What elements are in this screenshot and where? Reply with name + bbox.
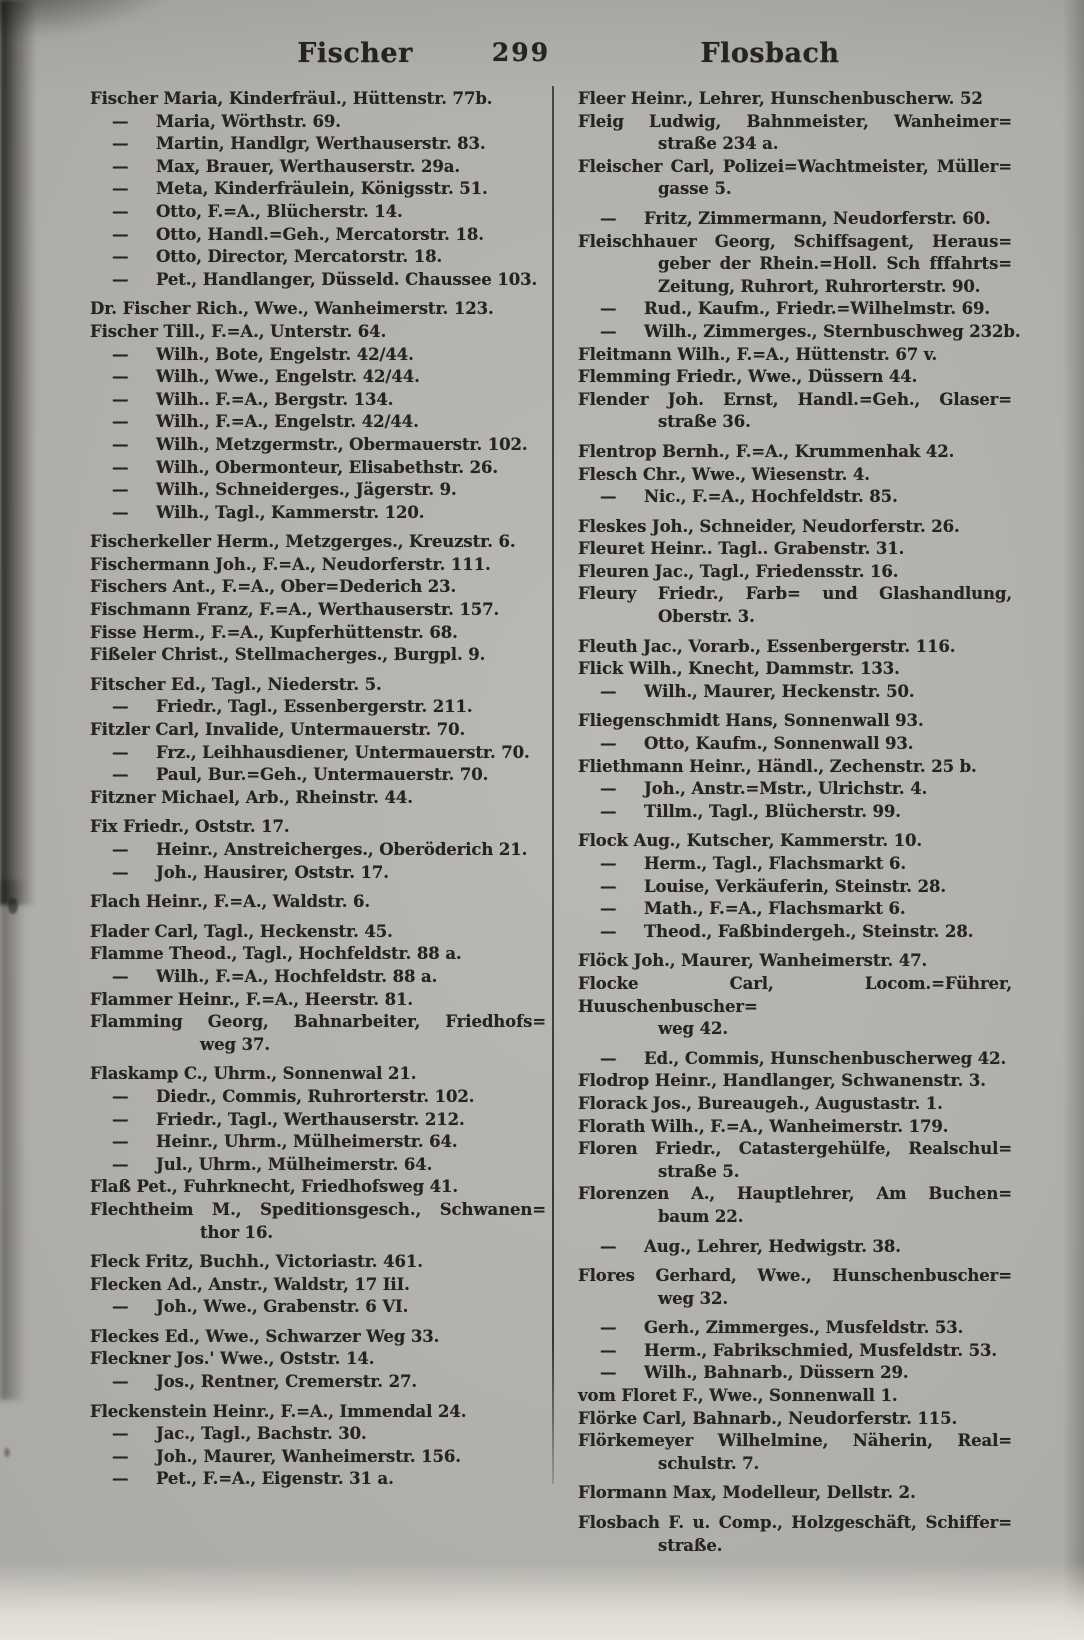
directory-entry (90, 1468, 546, 1491)
entry-line: — Math., F.=A., Flachsmarkt 6. (578, 898, 1012, 921)
directory-entry (578, 898, 1012, 921)
same-surname-dash: — (112, 1372, 129, 1392)
directory-entry (90, 156, 546, 179)
entry-line: — Gerh., Zimmerges., Musfeldstr. 53. (578, 1317, 1012, 1340)
same-surname-dash: — (112, 412, 129, 432)
same-surname-dash: — (112, 1109, 129, 1129)
directory-entry (90, 554, 546, 577)
directory-entry (90, 599, 546, 622)
entry-line: Flammer Heinr., F.=A., Heerstr. 81. (90, 989, 414, 1009)
entry-line: — Heinr., Anstreicherges., Oberöderich 21. (90, 839, 546, 862)
directory-entry (90, 719, 546, 742)
same-surname-dash: — (600, 854, 617, 873)
same-surname-dash: — (112, 1154, 129, 1174)
directory-entry (90, 178, 546, 201)
directory-entry (90, 764, 546, 787)
directory-entry (578, 486, 1012, 509)
entry-line: Flörke Carl, Bahnarb., Neudorferstr. 115. (578, 1408, 958, 1428)
directory-entry (90, 839, 546, 862)
directory-entry (578, 441, 1012, 464)
directory-entry (578, 1317, 1012, 1340)
directory-entry (90, 1326, 546, 1349)
entry-line: Flock Aug., Kutscher, Kammerstr. 10. (578, 831, 923, 851)
entry-line: Flader Carl, Tagl., Heckenstr. 45. (90, 921, 393, 941)
entry-line: Flocke Carl, Locom.=Führer, Huuschenbuscher= (578, 973, 1012, 1016)
same-surname-dash: — (600, 208, 617, 228)
entry-line: — Wilh., Schneiderges., Jägerstr. 9. (90, 479, 546, 502)
same-surname-dash: — (112, 389, 129, 409)
directory-entry (90, 696, 546, 719)
directory-entry (90, 742, 546, 765)
directory-entry (90, 1131, 546, 1154)
same-surname-dash: — (112, 247, 129, 267)
entry-line: Fischmann Franz, F.=A., Werthauserstr. 157. (90, 600, 500, 620)
directory-entry (578, 1340, 1012, 1363)
directory-entry (578, 231, 1012, 299)
same-surname-dash: — (112, 457, 129, 477)
entry-line: — Joh., Wwe., Grabenstr. 6 VI. (90, 1296, 546, 1319)
directory-entry (90, 891, 546, 914)
entry-continuation-line: thor 16. (200, 1222, 273, 1242)
entry-line: Fleskes Joh., Schneider, Neudorferstr. 26. (578, 516, 960, 536)
directory-entry (578, 950, 1012, 973)
directory-entry (578, 1482, 1012, 1505)
entry-line: Fleuth Jac., Vorarb., Essenbergerstr. 116. (578, 636, 956, 656)
entry-line: Flöck Joh., Maurer, Wanheimerstr. 47. (578, 951, 928, 971)
column-divider-rule (552, 86, 554, 1484)
directory-entry (578, 1385, 1012, 1408)
entry-line: Fischers Ant., F.=A., Ober=Dederich 23. (90, 577, 457, 597)
directory-entry (578, 921, 1012, 944)
entry-line: Fleckner Jos.' Wwe., Oststr. 14. (90, 1349, 375, 1369)
same-surname-dash: — (112, 1297, 129, 1317)
entry-line: — Wilh., F.=A., Engelstr. 42/44. (90, 411, 546, 434)
scan-edge-shadow-left (0, 0, 36, 905)
directory-entry (578, 778, 1012, 801)
directory-entry (90, 269, 546, 292)
same-surname-dash: — (112, 697, 129, 717)
same-surname-dash: — (112, 111, 129, 131)
directory-entry (578, 801, 1012, 824)
directory-entry (90, 298, 546, 321)
directory-entry (90, 1423, 546, 1446)
entry-line: — Martin, Handlgr, Werthauserstr. 83. (90, 133, 546, 156)
directory-entry (578, 389, 1012, 434)
entry-line: — Nic., F.=A., Hochfeldstr. 85. (578, 486, 1012, 509)
directory-entry (578, 1512, 1012, 1557)
directory-entry (578, 208, 1012, 231)
directory-entry (90, 1274, 546, 1297)
entry-line: Florack Jos., Bureaugeh., Augustastr. 1. (578, 1093, 943, 1113)
directory-entry (578, 156, 1012, 201)
same-surname-dash: — (112, 269, 129, 289)
entry-line: — Jul., Uhrm., Mülheimerstr. 64. (90, 1154, 546, 1177)
entry-line: Flodrop Heinr., Handlanger, Schwanenstr. 3. (578, 1071, 986, 1091)
entry-line: — Joh., Maurer, Wanheimerstr. 156. (90, 1446, 546, 1469)
entry-continuation-line: weg 32. (658, 1288, 728, 1308)
entry-line: Flosbach F. u. Comp., Holzgeschäft, Schiffer= (578, 1513, 1012, 1533)
directory-entry (578, 88, 1012, 111)
same-surname-dash: — (600, 681, 617, 701)
directory-entry (90, 434, 546, 457)
directory-entry (578, 464, 1012, 487)
directory-entry (90, 1371, 546, 1394)
same-surname-dash: — (112, 1469, 129, 1489)
same-surname-dash: — (112, 224, 129, 244)
directory-entry (578, 344, 1012, 367)
directory-entry (90, 502, 546, 525)
directory-entry (578, 516, 1012, 539)
scan-edge-shadow-left-lower (0, 880, 26, 1400)
same-surname-dash: — (600, 1048, 617, 1068)
directory-entry (578, 1183, 1012, 1228)
entry-line: — Meta, Kinderfräulein, Königsstr. 51. (90, 178, 546, 201)
entry-line: — Joh., Hausirer, Oststr. 17. (90, 862, 546, 885)
entry-line: Fleckenstein Heinr., F.=A., Immendal 24. (90, 1401, 467, 1421)
entry-line: — Otto, Director, Mercatorstr. 18. (90, 246, 546, 269)
directory-entry (578, 538, 1012, 561)
directory-entry (90, 1086, 546, 1109)
entry-line: — Ed., Commis, Hunschenbuscherweg 42. (578, 1048, 1012, 1071)
entry-line: — Heinr., Uhrm., Mülheimerstr. 64. (90, 1131, 546, 1154)
entry-line: Flores Gerhard, Wwe., Hunschenbuscher= (578, 1266, 1012, 1286)
entry-line: Flörkemeyer Wilhelmine, Näherin, Real= (578, 1431, 1012, 1451)
entry-continuation-line: geber der Rhein.=Holl. Sch fffahrts= (658, 254, 1012, 274)
same-surname-dash: — (600, 779, 617, 799)
entry-line: Fleitmann Wilh., F.=A., Hüttenstr. 67 v. (578, 344, 938, 364)
directory-entry (578, 298, 1012, 321)
same-surname-dash: — (112, 502, 129, 522)
same-surname-dash: — (112, 1446, 129, 1466)
directory-entry (578, 321, 1021, 344)
entry-line: — Joh., Anstr.=Mstr., Ulrichstr. 4. (578, 778, 1012, 801)
entry-line: Fleig Ludwig, Bahnmeister, Wanheimer= (578, 111, 1012, 131)
directory-entry (90, 1348, 546, 1371)
scan-edge-shadow-right (1062, 0, 1084, 1640)
ink-speck (4, 1448, 10, 1457)
entry-line: — Paul, Bur.=Geh., Untermauerstr. 70. (90, 764, 546, 787)
same-surname-dash: — (600, 487, 617, 507)
entry-line: — Wilh., Bahnarb., Düssern 29. (578, 1362, 1012, 1385)
entry-line: — Otto, Kaufm., Sonnenwall 93. (578, 733, 1012, 756)
entry-continuation-line: straße 5. (658, 1161, 740, 1181)
directory-entry (90, 1176, 546, 1199)
directory-entry (578, 1070, 1012, 1093)
entry-continuation-line: baum 22. (658, 1206, 744, 1226)
directory-entry (578, 1362, 1012, 1385)
entry-line: Fitzner Michael, Arb., Rheinstr. 44. (90, 787, 413, 807)
directory-entry (90, 479, 546, 502)
directory-entry (578, 561, 1012, 584)
same-surname-dash: — (600, 734, 617, 754)
entry-line: Florath Wilh., F.=A., Wanheimerstr. 179. (578, 1116, 949, 1136)
directory-entry (578, 1048, 1012, 1071)
entry-line: Fischer Maria, Kinderfräul., Hüttenstr. 77b. (90, 89, 493, 108)
same-surname-dash: — (112, 201, 129, 221)
directory-column-right (578, 88, 1021, 1557)
entry-line: Flick Wilh., Knecht, Dammstr. 133. (578, 659, 900, 679)
entry-line: — Louise, Verkäuferin, Steinstr. 28. (578, 876, 1012, 899)
same-surname-dash: — (112, 966, 129, 986)
entry-line: — Wilh., Obermonteur, Elisabethstr. 26. (90, 457, 546, 480)
entry-line: Flaß Pet., Fuhrknecht, Friedhofsweg 41. (90, 1177, 459, 1197)
entry-line: — Wilh., Tagl., Kammerstr. 120. (90, 502, 546, 525)
entry-line: — Wilh., Wwe., Engelstr. 42/44. (90, 366, 546, 389)
page-header (0, 38, 1084, 78)
entry-line: Fix Friedr., Oststr. 17. (90, 817, 290, 837)
directory-entry (578, 710, 1012, 733)
page-number: 299 (491, 38, 551, 67)
directory-entry (578, 756, 1012, 779)
directory-entry (578, 1430, 1012, 1475)
directory-entry (90, 321, 546, 344)
entry-continuation-line: weg 37. (200, 1034, 270, 1054)
entry-line: Fisse Herm., F.=A., Kupferhüttenstr. 68. (90, 622, 458, 642)
directory-entry (90, 787, 546, 810)
entry-continuation-line: schulstr. 7. (658, 1453, 760, 1473)
directory-entry (90, 1011, 546, 1056)
entry-line: Fischer Till., F.=A., Unterstr. 64. (90, 321, 387, 341)
entry-line: Florenzen A., Hauptlehrer, Am Buchen= (578, 1184, 1012, 1204)
directory-entry (578, 1116, 1012, 1139)
directory-entry (90, 366, 546, 389)
entry-line: — Diedr., Commis, Ruhrorterstr. 102. (90, 1086, 546, 1109)
entry-continuation-line: weg 42. (658, 1019, 728, 1039)
directory-entry (90, 989, 546, 1012)
header-first-keyword: Fischer (297, 38, 413, 69)
entry-line: — Wilh., F.=A., Hochfeldstr. 88 a. (90, 966, 546, 989)
ink-speck (8, 898, 18, 914)
same-surname-dash: — (112, 344, 129, 364)
entry-line: Fleck Fritz, Buchh., Victoriastr. 461. (90, 1252, 423, 1272)
directory-entry (90, 1401, 546, 1424)
directory-entry (90, 111, 546, 134)
directory-entry (90, 1109, 546, 1132)
directory-entry (90, 943, 546, 966)
entry-line: — Pet., Handlanger, Düsseld. Chaussee 103. (90, 269, 546, 292)
directory-entry (578, 366, 1012, 389)
directory-entry (90, 201, 546, 224)
same-surname-dash: — (112, 156, 129, 176)
entry-line: Flender Joh. Ernst, Handl.=Geh., Glaser= (578, 389, 1012, 409)
same-surname-dash: — (112, 765, 129, 785)
same-surname-dash: — (600, 876, 617, 896)
entry-line: — Pet., F.=A., Eigenstr. 31 a. (90, 1468, 546, 1491)
same-surname-dash: — (600, 899, 617, 919)
entry-line: Flach Heinr., F.=A., Waldstr. 6. (90, 892, 371, 912)
entry-continuation-line: straße. (658, 1535, 723, 1555)
directory-entry (90, 1199, 546, 1244)
entry-line: — Rud., Kaufm., Friedr.=Wilhelmstr. 69. (578, 298, 1012, 321)
entry-line: Fleuren Jac., Tagl., Friedensstr. 16. (578, 561, 899, 581)
entry-line: Flaskamp C., Uhrm., Sonnenwal 21. (90, 1064, 417, 1084)
entry-line: Fleischer Carl, Polizei=Wachtmeister, Müller= (578, 156, 1012, 176)
directory-entry (578, 681, 1012, 704)
entry-continuation-line: Zeitung, Ruhrort, Ruhrorterstr. 90. (658, 276, 981, 296)
entry-line: — Tillm., Tagl., Blücherstr. 99. (578, 801, 1012, 824)
directory-entry (578, 111, 1012, 156)
scan-corner-shadow (0, 0, 190, 42)
entry-line: Flamme Theod., Tagl., Hochfeldstr. 88 a. (90, 944, 462, 964)
same-surname-dash: — (600, 299, 617, 319)
entry-line: Fitzler Carl, Invalide, Untermauerstr. 70. (90, 720, 466, 740)
same-surname-dash: — (600, 1318, 617, 1338)
entry-line: Flormann Max, Modelleur, Dellstr. 2. (578, 1483, 916, 1503)
same-surname-dash: — (600, 1236, 617, 1256)
entry-line: — Max, Brauer, Werthauserstr. 29a. (90, 156, 546, 179)
entry-line: Fitscher Ed., Tagl., Niederstr. 5. (90, 674, 382, 694)
directory-entry (90, 1063, 546, 1086)
directory-entry (578, 1265, 1012, 1310)
same-surname-dash: — (112, 1424, 129, 1444)
directory-entry (90, 622, 546, 645)
entry-line: vom Floret F., Wwe., Sonnenwall 1. (578, 1386, 898, 1406)
entry-line: Flechtheim M., Speditionsgesch., Schwanen= (90, 1199, 546, 1219)
entry-line: Fißeler Christ., Stellmacherges., Burgpl. 9. (90, 645, 486, 665)
entry-line: Floren Friedr., Catastergehülfe, Realschul= (578, 1139, 1012, 1159)
directory-entry (90, 966, 546, 989)
directory-column-left (90, 88, 546, 1491)
directory-entry (90, 921, 546, 944)
entry-line: Fleischhauer Georg, Schiffsagent, Heraus= (578, 231, 1012, 251)
entry-line: Fleckes Ed., Wwe., Schwarzer Weg 33. (90, 1326, 440, 1346)
directory-entry (578, 1138, 1012, 1183)
entry-line: Flentrop Bernh., F.=A., Krummenhak 42. (578, 441, 955, 461)
entry-continuation-line: Oberstr. 3. (658, 607, 755, 627)
directory-entry (90, 457, 546, 480)
entry-line: — Maria, Wörthstr. 69. (90, 111, 546, 134)
same-surname-dash: — (600, 1363, 617, 1383)
directory-entry (90, 411, 546, 434)
entry-line: — Herm., Tagl., Flachsmarkt 6. (578, 853, 1012, 876)
directory-entry (578, 583, 1012, 628)
directory-entry (90, 816, 546, 839)
same-surname-dash: — (600, 801, 617, 821)
entry-line: Flesch Chr., Wwe., Wiesenstr. 4. (578, 464, 870, 484)
entry-line: Flecken Ad., Anstr., Waldstr, 17 IiI. (90, 1274, 410, 1294)
directory-entry (90, 1296, 546, 1319)
entry-line: — Friedr., Tagl., Essenbergerstr. 211. (90, 696, 546, 719)
same-surname-dash: — (600, 921, 617, 941)
directory-entry (578, 1236, 1012, 1259)
entry-continuation-line: gasse 5. (658, 179, 732, 199)
same-surname-dash: — (112, 840, 129, 859)
same-surname-dash: — (112, 179, 129, 199)
directory-entry (90, 862, 546, 885)
directory-entry (90, 344, 546, 367)
entry-line: — Wilh., Zimmerges., Sternbuschweg 232b. (578, 321, 1012, 344)
entry-line: Fleury Friedr., Farb= und Glashandlung, (578, 584, 1012, 604)
entry-line: — Herm., Fabrikschmied, Musfeldstr. 53. (578, 1340, 1012, 1363)
entry-line: Flamming Georg, Bahnarbeiter, Friedhofs= (90, 1012, 546, 1032)
entry-line: Flemming Friedr., Wwe., Düssern 44. (578, 367, 918, 387)
entry-line: Fliethmann Heinr., Händl., Zechenstr. 25 b. (578, 756, 977, 776)
same-surname-dash: — (112, 1132, 129, 1152)
directory-entry (578, 1408, 1012, 1431)
directory-entry (90, 531, 546, 554)
entry-continuation-line: straße 234 a. (658, 134, 779, 154)
directory-entry (578, 973, 1012, 1041)
directory-entry (578, 658, 1012, 681)
directory-entry (90, 1251, 546, 1274)
entry-line: — Jos., Rentner, Cremerstr. 27. (90, 1371, 546, 1394)
directory-entry (90, 246, 546, 269)
entry-line: — Friedr., Tagl., Werthauserstr. 212. (90, 1109, 546, 1132)
same-surname-dash: — (112, 742, 129, 762)
directory-entry (90, 224, 546, 247)
directory-entry (90, 1446, 546, 1469)
same-surname-dash: — (112, 862, 129, 882)
entry-line: — Wilh., Maurer, Heckenstr. 50. (578, 681, 1012, 704)
same-surname-dash: — (600, 321, 617, 341)
directory-entry (90, 576, 546, 599)
directory-entry (90, 88, 546, 111)
directory-entry (90, 133, 546, 156)
directory-entry (578, 830, 1012, 853)
directory-entry (578, 876, 1012, 899)
directory-entry (90, 644, 546, 667)
entry-line: — Wilh.. F.=A., Bergstr. 134. (90, 389, 546, 412)
entry-line: Fleuret Heinr.. Tagl.. Grabenstr. 31. (578, 539, 905, 559)
entry-line: — Fritz, Zimmermann, Neudorferstr. 60. (578, 208, 1012, 231)
scan-bottom-light-band (0, 1562, 1084, 1640)
entry-line: Fischermann Joh., F.=A., Neudorferstr. 111. (90, 554, 491, 574)
entry-line: — Theod., Faßbindergeh., Steinstr. 28. (578, 921, 1012, 944)
entry-line: Fliegenschmidt Hans, Sonnenwall 93. (578, 711, 924, 731)
same-surname-dash: — (112, 480, 129, 500)
entry-line: — Otto, F.=A., Blücherstr. 14. (90, 201, 546, 224)
entry-line: — Jac., Tagl., Bachstr. 30. (90, 1423, 546, 1446)
entry-line: Dr. Fischer Rich., Wwe., Wanheimerstr. 123. (90, 299, 494, 319)
directory-entry (578, 853, 1012, 876)
same-surname-dash: — (112, 134, 129, 154)
entry-line: Fleer Heinr., Lehrer, Hunschenbuscherw. 52 (578, 89, 983, 108)
directory-entry (578, 733, 1012, 756)
same-surname-dash: — (112, 434, 129, 454)
entry-line: — Wilh., Metzgermstr., Obermauerstr. 102. (90, 434, 546, 457)
entry-line: — Wilh., Bote, Engelstr. 42/44. (90, 344, 546, 367)
directory-entry (90, 674, 546, 697)
directory-entry (90, 1154, 546, 1177)
entry-line: Fischerkeller Herm., Metzgerges., Kreuzstr. 6. (90, 532, 516, 552)
header-last-keyword: Flosbach (700, 38, 840, 69)
same-surname-dash: — (112, 1086, 129, 1106)
entry-continuation-line: straße 36. (658, 412, 751, 432)
entry-line: — Otto, Handl.=Geh., Mercatorstr. 18. (90, 224, 546, 247)
directory-entry (90, 389, 546, 412)
directory-entry (578, 636, 1012, 659)
directory-entry (578, 1093, 1012, 1116)
same-surname-dash: — (600, 1340, 617, 1360)
entry-line: — Frz., Leihhausdiener, Untermauerstr. 70. (90, 742, 546, 765)
entry-line: — Aug., Lehrer, Hedwigstr. 38. (578, 1236, 1012, 1259)
same-surname-dash: — (112, 367, 129, 387)
